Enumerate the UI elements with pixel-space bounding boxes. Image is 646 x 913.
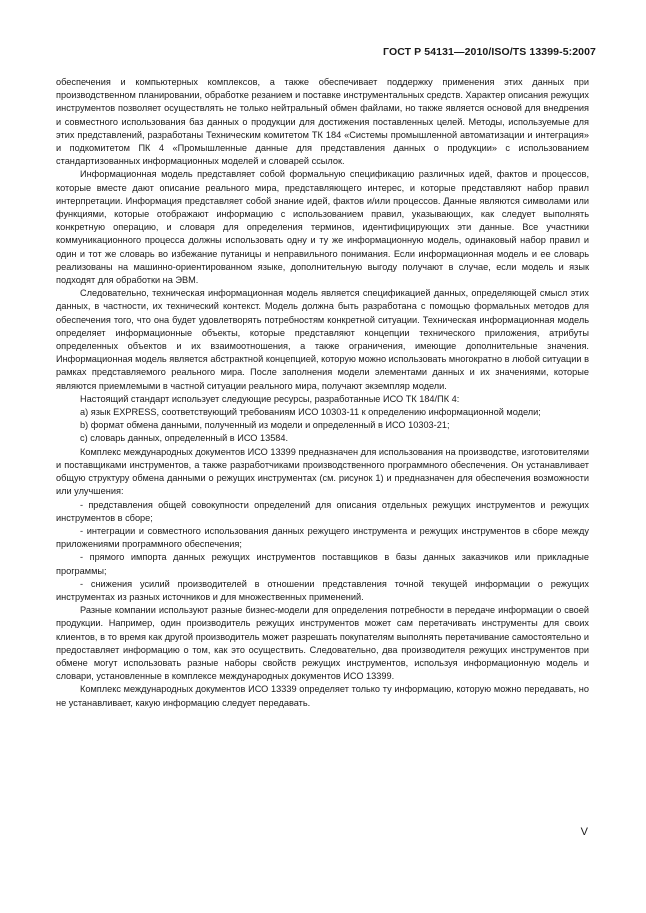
document-header: ГОСТ Р 54131—2010/ISO/TS 13399-5:2007 xyxy=(383,46,596,58)
list-item-express: а) язык EXPRESS, соответствующий требованиям ИСО 10303-11 к определению информационной модели; xyxy=(80,407,541,418)
list-item-definitions: - представления общей совокупности определений для описания отдельных режущих инструментов и режущих инструментов в сборе; xyxy=(56,499,589,523)
paragraph-information-model: Информационная модель представляет собой формальную спецификацию различных идей, фактов и процессов, которые вместе дают описание реального мира, представляющего интерес, и которые представляют набор правил интерпретации. Информация представляет собой знание идей, фактов и/или процессов. Данные являются символами или функциями, которые отображают информацию с использованием правил, указывающих, как следует выполнять конкретную операцию, и словаря для определения терминов, идентифицирующих эти данные. Все участники коммуникационного процесса должны использовать одну и ту же информационную модель, одинаковый набор правил и один и тот же словарь во избежание путаницы и неправильного понимания. Если информационная модель и ее словарь реализованы на машинно-ориентированном языке, дополнительную выгоду получают в случае, если модель и язык подходят для обработки на ЭВМ. xyxy=(56,169,589,286)
list-item-import: - прямого импорта данных режущих инструментов поставщиков в базы данных заказчиков или прикладные программы; xyxy=(56,552,589,576)
list-item-exchange-format: b) формат обмена данными, полученный из модели и определенный в ИСО 10303-21; xyxy=(80,420,450,431)
list-item-integration: - интеграции и совместного использования данных режущего инструмента и режущих инструментов в сборе между приложениями программного обеспечения; xyxy=(56,525,589,550)
list-item-effort-reduction: - снижения усилий производителей в отношении представления точной текущей информации о режущих инструментах из разных источников и для множественных применений. xyxy=(56,578,589,602)
paragraph-iso-13399-purpose: Комплекс международных документов ИСО 13399 предназначен для использования на производстве, изготовителями и поставщиками инструментов, а также разработчиками производственного программного обеспечения. Он устанавливает общую структуру обмена данными о режущих инструментах (см. рисунок 1) и предназначен для обеспечения возможности или улучшения: xyxy=(56,446,589,497)
list-item-dictionary: с) словарь данных, определенный в ИСО 13584. xyxy=(80,433,289,444)
paragraph-conclusion: Комплекс международных документов ИСО 13339 определяет только ту информацию, которую можно передавать, но не устанавливает, какую информацию следует передавать. xyxy=(56,684,589,708)
page-number: V xyxy=(580,826,588,838)
paragraph-technical-model: Следовательно, техническая информационная модель является спецификацией данных, определяющей смысл этих данных, в частности, их технический контекст. Модель должна быть разработана с помощью формальных методов для обеспечения того, что она будет удовлетворять потребностям конкретной ситуации. Техническая информационная модель определяет информационные объекты, которые представляют концепции технического приложения, атрибуты определенных объектов и их взаимоотношения, а также ограничения, имеющие дополнительные значения. Информационная модель является абстрактной концепцией, которую можно использовать многократно в любой ситуации в рамках представляемого реального мира. После заполнения модели элементами данных и их значениями, которые являются приемлемыми в частной ситуации реального мира, получают экземпляр модели. xyxy=(56,288,589,391)
document-body xyxy=(56,76,589,710)
paragraph-business-models: Разные компании используют разные бизнес-модели для определения потребности в передаче информации о своей продукции. Например, один производитель режущих инструментов может сам перетачивать инструменты для своих клиентов, в то время как другой производитель может разрешать покупателям выполнять перетачивание самостоятельно и предоставляет информацию о том, как это осуществить. Следовательно, два производителя режущих инструментов при обмене могут использовать разные наборы свойств режущих инструментов, используя информационную модель и словари, установленные в комплексе международных документов ИСО 13399. xyxy=(56,605,589,682)
paragraph-resources: Настоящий стандарт использует следующие ресурсы, разработанные ИСО ТК 184/ПК 4: xyxy=(80,393,460,404)
paragraph-intro: обеспечения и компьютерных комплексов, а также обеспечивает поддержку применения этих данных при производственном планировании, обработке резанием и поставке инструментальных средств. Характер описания режущих инструментов позволяет осуществлять не только нейтральный обмен файлами, но также является основой для внедрения и совместного использования баз данных о продукции для достижения поставленных целей. Методы, используемые для этих представлений, разработаны Техническим комитетом ТК 184 «Системы промышленной автоматизации и интеграция» и подкомитетом ПК 4 «Промышленные данные для представления данных о продукции» с использованием стандартизованных информационных моделей и словарей ссылок. xyxy=(56,77,589,167)
